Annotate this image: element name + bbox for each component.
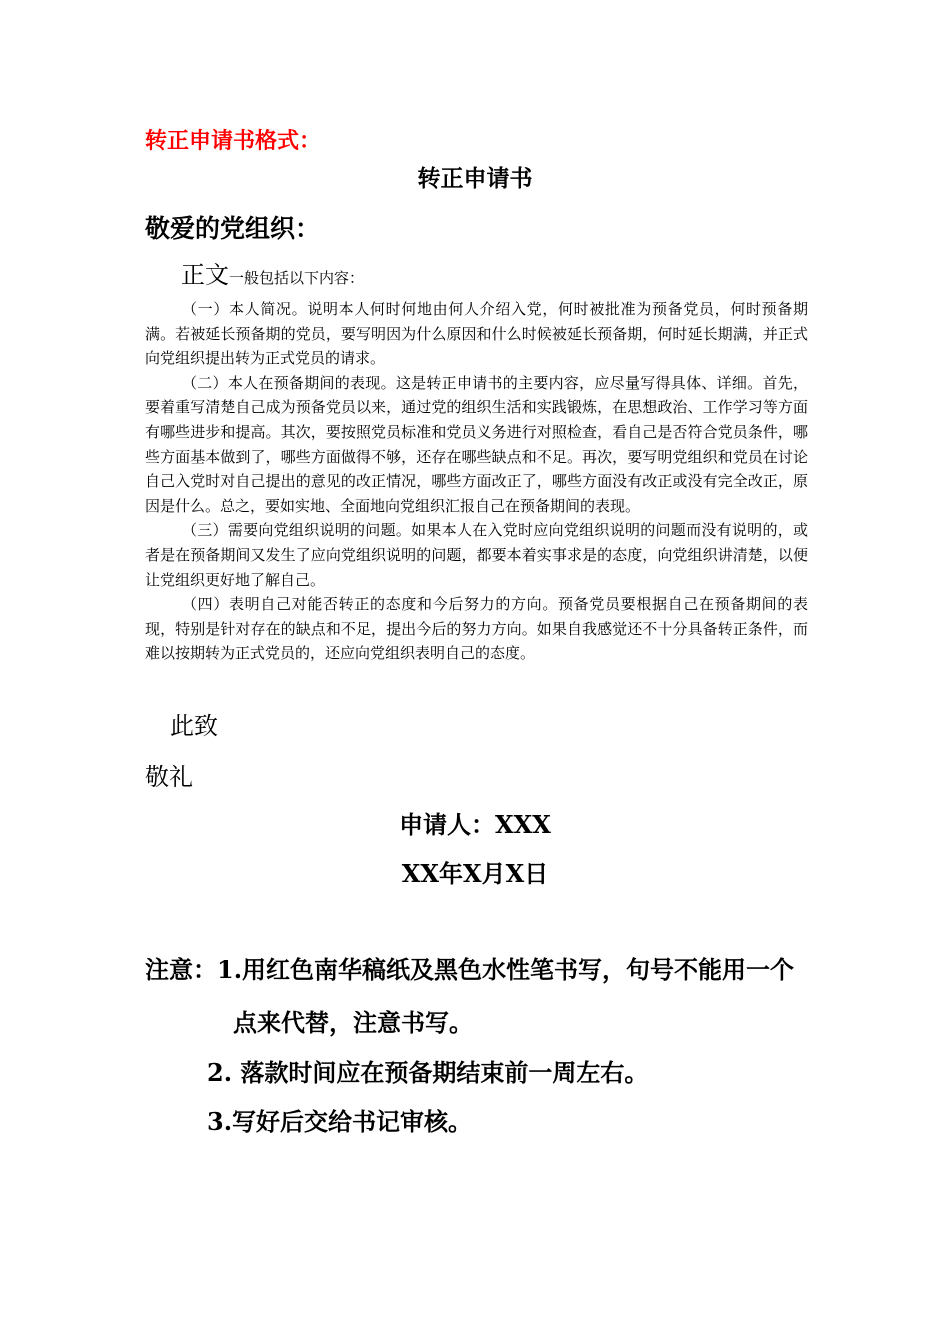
note-line-2: 2. 落款时间应在预备期结束前一周左右。 — [207, 1058, 649, 1087]
signature-date: XX年X月X日 — [401, 859, 549, 888]
note-line-1: 注意：1.用红色南华稿纸及黑色水性笔书写，句号不能用一个 — [145, 955, 795, 984]
format-heading: 转正申请书格式： — [145, 128, 322, 154]
body-intro-lead: 正文 — [181, 261, 229, 289]
note-line-1-continued: 点来代替，注意书写。 — [233, 1008, 473, 1037]
document-title: 转正申请书 — [417, 165, 533, 192]
paragraph-3: （三）需要向党组织说明的问题。如果本人在入党时应向党组织说明的问题而没有说明的，或者是在预备期间又发生了应向党组织说明的问题，都要本着实事求是的态度，向党组织讲清楚，以便让党组织更好地了解自己。 — [145, 521, 808, 589]
closing-jing-li: 敬礼 — [145, 763, 193, 791]
body-intro-rest: 一般包括以下内容： — [229, 269, 365, 287]
paragraph-2: （二）本人在预备期间的表现。这是转正申请书的主要内容，应尽量写得具体、详细。首先，要着重写清楚自己成为预备党员以来，通过党的组织生活和实践锻炼，在思想政治、工作学习等方面有哪些进步和提高。其次，要按照党员标准和党员义务进行对照检查，看自己是否符合党员条件，哪些方面基本做到了，哪些方面做得不够，还存在哪些缺点和不足。再次，要写明党组织和党员在讨论自己入党时对自己提出的意见的改正情况，哪些方面改正了，哪些方面没有改正或没有完全改正，原因是什么。总之，要如实地、全面地向党组织汇报自己在预备期间的表现。 — [145, 373, 808, 515]
salutation: 敬爱的党组织： — [145, 214, 321, 243]
note-line-3: 3.写好后交给书记审核。 — [207, 1107, 473, 1136]
paragraph-4: （四）表明自己对能否转正的态度和今后努力的方向。预备党员要根据自己在预备期间的表现，特别是针对存在的缺点和不足，提出今后的努力方向。如果自我感觉还不十分具备转正条件，而难以按期转为正式党员的，还应向党组织表明自己的态度。 — [145, 595, 808, 663]
closing-ci-zhi: 此致 — [170, 712, 218, 740]
body-intro — [181, 259, 364, 294]
paragraph-1: （一）本人简况。说明本人何时何地由何人介绍入党，何时被批准为预备党员，何时预备期满。若被延长预备期的党员，要写明因为什么原因和什么时候被延长预备期，何时延长期满，并正式向党组织提出转为正式党员的请求。 — [145, 300, 808, 368]
body-paragraphs — [145, 297, 808, 666]
applicant-signature: 申请人：XXX — [399, 810, 551, 839]
